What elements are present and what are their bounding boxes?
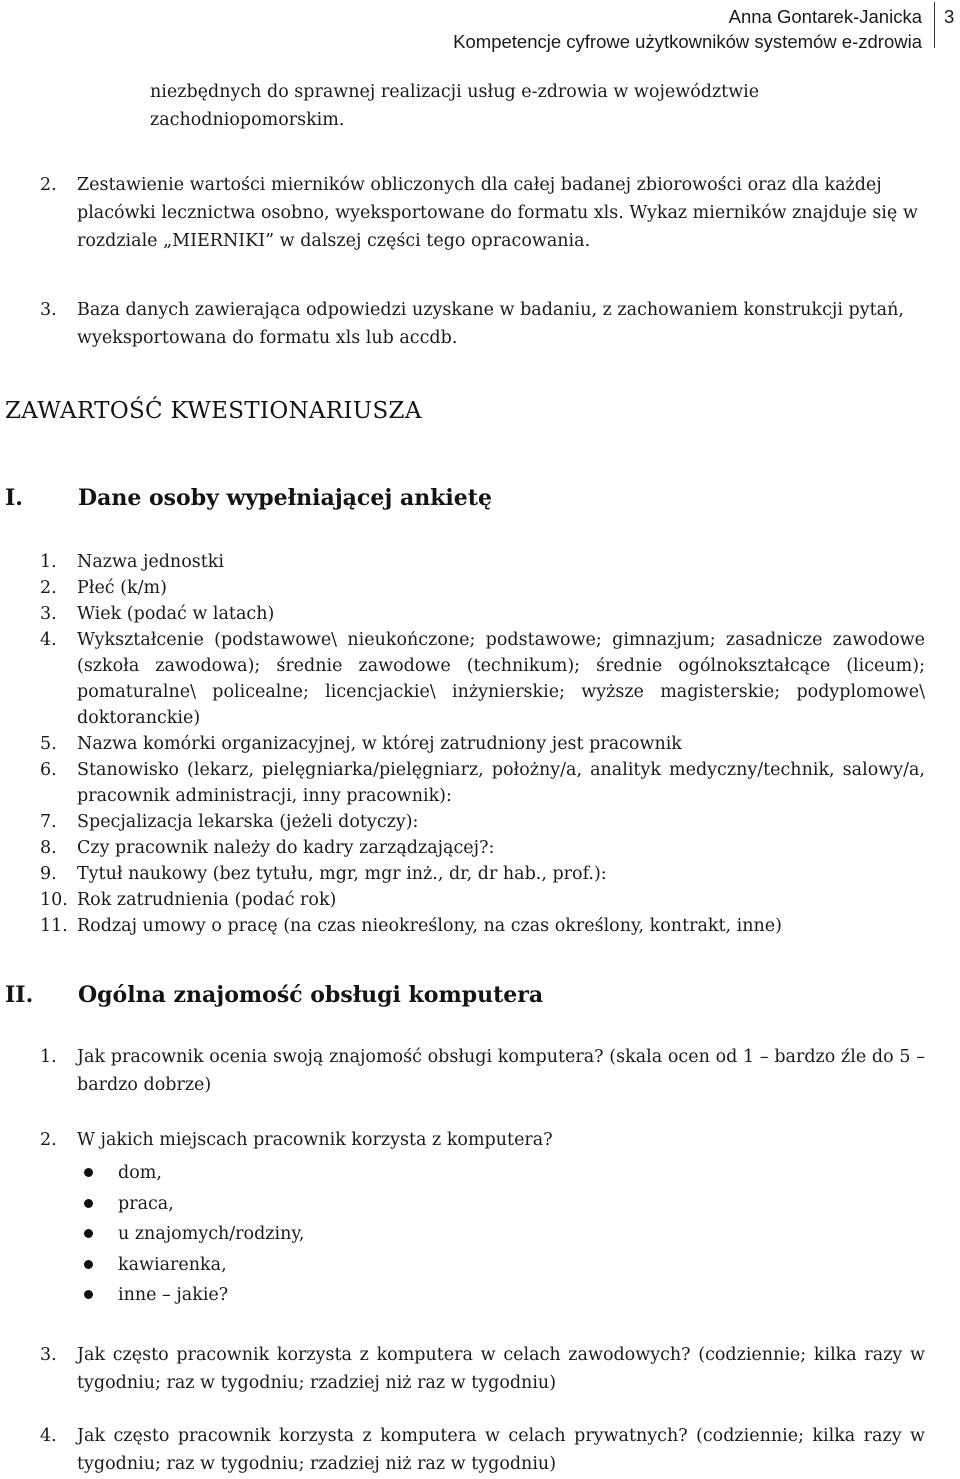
list-item <box>40 835 925 861</box>
page-number: 3 <box>944 6 955 27</box>
list-text: Specjalizacja lekarska (jeżeli dotyczy): <box>77 812 419 832</box>
header-divider <box>934 2 935 48</box>
list-number: 11. <box>40 916 68 936</box>
bullet-text: u znajomych/rodziny, <box>118 1224 305 1244</box>
question-number: 3. <box>40 1345 57 1365</box>
list-text: Rodzaj umowy o pracę (na czas nieokreślony, na czas określony, kontrakt, inne) <box>77 916 782 936</box>
list-number: 10. <box>40 890 68 910</box>
list-item <box>40 731 925 757</box>
bullet-text: kawiarenka, <box>118 1254 227 1275</box>
bullet-text: inne – jakie? <box>118 1285 229 1305</box>
list-number: 9. <box>40 864 57 884</box>
list-number: 6. <box>40 760 57 780</box>
list-item <box>40 757 925 809</box>
bullet-icon <box>84 1290 93 1299</box>
list-number: 2. <box>40 578 57 598</box>
list-text: Wykształcenie (podstawowe\ nieukończone; podstawowe; gimnazjum; zasadnicze zawodowe (szkoła zawodowa); średnie zawodowe (technikum); średnie ogólnokształcące (liceum); pomaturalne\ policealne; licencjackie\ inżynierskie; wyższe magisterskie; podyplomowe\ doktoranckie) <box>77 630 925 728</box>
deliverable-item-3 <box>40 296 930 352</box>
list-number: 1. <box>40 552 57 572</box>
list-number: 4. <box>40 630 57 650</box>
item-number: 3. <box>40 300 57 320</box>
personal-data-list <box>40 549 925 939</box>
list-item <box>40 627 925 731</box>
section-numeral: I. <box>5 485 23 511</box>
list-text: Rok zatrudnienia (podać rok) <box>77 890 337 910</box>
list-item <box>40 861 925 887</box>
section-heading-text: Dane osoby wypełniającej ankietę <box>78 485 492 511</box>
item-text: Zestawienie wartości mierników obliczonych dla całej badanej zbiorowości oraz dla każdej placówki lecznictwa osobno, wyeksportowane do formatu xls. Wykaz mierników znajduje się w rozdziale „MIERNIKI” w dalszej części tego opracowania. <box>77 175 918 251</box>
bullet-item <box>80 1250 304 1281</box>
question-1 <box>40 1043 925 1099</box>
place-options-list <box>80 1158 304 1311</box>
item-text: Baza danych zawierająca odpowiedzi uzyskane w badaniu, z zachowaniem konstrukcji pytań, wyeksportowana do formatu xls lub accdb. <box>77 300 904 348</box>
list-number: 8. <box>40 838 57 858</box>
list-item <box>40 575 925 601</box>
section-title: ZAWARTOŚĆ KWESTIONARIUSZA <box>5 398 422 424</box>
list-text: Stanowisko (lekarz, pielęgniarka/pielęgniarz, położny/a, analityk medyczny/technik, salowy/a, pracownik administracji, inny pracownik): <box>77 760 925 806</box>
item-number: 2. <box>40 175 57 195</box>
list-item <box>40 549 925 575</box>
list-text: Tytuł naukowy (bez tytułu, mgr, mgr inż., dr, dr hab., prof.): <box>77 864 607 884</box>
bullet-item <box>80 1189 304 1220</box>
list-text: Czy pracownik należy do kadry zarządzającej?: <box>77 838 495 858</box>
bullet-icon <box>84 1199 93 1208</box>
header-text <box>453 4 922 54</box>
bullet-icon <box>84 1168 93 1177</box>
section-numeral: II. <box>5 982 34 1008</box>
list-text: Wiek (podać w latach) <box>77 604 275 624</box>
list-number: 3. <box>40 604 57 624</box>
bullet-text: dom, <box>118 1163 162 1183</box>
bullet-item <box>80 1280 304 1311</box>
question-text: Jak często pracownik korzysta z komputera w celach zawodowych? (codziennie; kilka razy w tygodniu; raz w tygodniu; rzadziej niż raz w tygodniu) <box>77 1345 925 1393</box>
header-title: Kompetencje cyfrowe użytkowników systemów e-zdrowia <box>453 31 922 52</box>
header-author: Anna Gontarek-Janicka <box>728 6 922 27</box>
bullet-text: praca, <box>118 1193 174 1214</box>
bullet-item <box>80 1158 304 1189</box>
list-item <box>40 601 925 627</box>
question-4 <box>40 1422 925 1478</box>
question-text: Jak pracownik ocenia swoją znajomość obsługi komputera? (skala ocen od 1 – bardzo źle do 5 – bardzo dobrze) <box>77 1047 925 1095</box>
list-number: 7. <box>40 812 57 832</box>
question-number: 2. <box>40 1130 57 1150</box>
list-text: Nazwa jednostki <box>77 552 224 572</box>
list-item <box>40 913 925 939</box>
question-2 <box>40 1126 925 1154</box>
question-number: 1. <box>40 1047 57 1067</box>
list-item <box>40 809 925 835</box>
page-header <box>0 0 960 50</box>
list-item <box>40 887 925 913</box>
continuation-paragraph: niezbędnych do sprawnej realizacji usług e-zdrowia w województwie zachodniopomorskim. <box>150 82 760 130</box>
question-number: 4. <box>40 1426 57 1446</box>
bullet-item <box>80 1219 304 1250</box>
question-3 <box>40 1341 925 1397</box>
list-text: Nazwa komórki organizacyjnej, w której zatrudniony jest pracownik <box>77 734 682 754</box>
deliverable-item-2 <box>40 171 930 255</box>
question-text: Jak często pracownik korzysta z komputera w celach prywatnych? (codziennie; kilka razy w tygodniu; raz w tygodniu; rzadziej niż raz w tygodniu) <box>77 1426 925 1474</box>
section-heading-text: Ogólna znajomość obsługi komputera <box>78 982 544 1008</box>
bullet-icon <box>84 1260 93 1269</box>
question-text: W jakich miejscach pracownik korzysta z komputera? <box>77 1130 553 1150</box>
list-text: Płeć (k/m) <box>77 578 167 598</box>
bullet-icon <box>84 1229 93 1238</box>
list-number: 5. <box>40 734 57 754</box>
